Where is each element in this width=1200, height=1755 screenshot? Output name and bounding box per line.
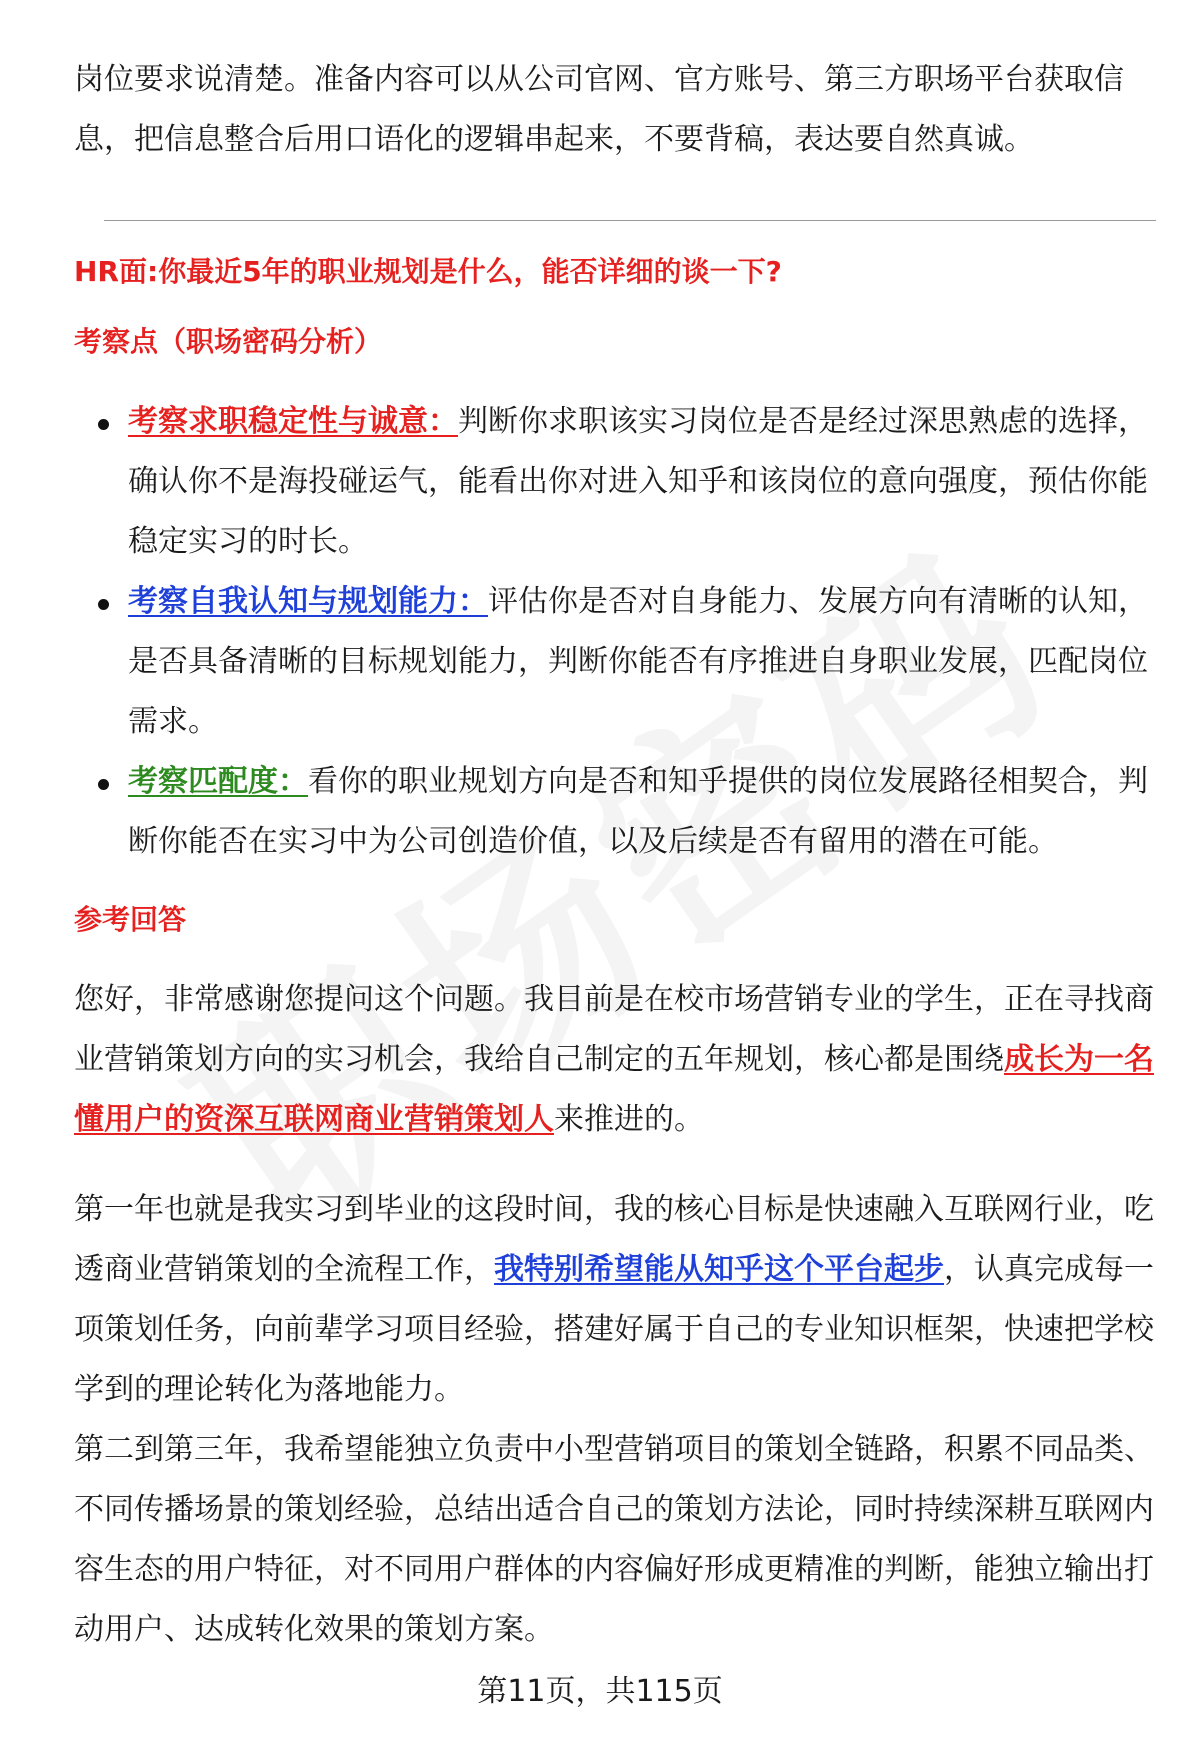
answer-text: 来推进的。 — [554, 1102, 704, 1137]
divider — [104, 220, 1156, 221]
bullet-dot — [98, 599, 109, 610]
intro-text: 岗位要求说清楚。准备内容可以从公司官网、官方账号、第三方职场平台获取信息，把信息整合后用口语化的逻辑串起来，不要背稿，表达要自然真诚。 — [74, 62, 1124, 157]
bullet-label: 考察自我认知与规划能力： — [128, 584, 488, 619]
question-title: HR面:你最近5年的职业规划是什么，能否详细的谈一下? — [74, 255, 782, 288]
bullet-item-self-awareness — [128, 572, 1158, 752]
answer-paragraph-3 — [74, 1420, 1154, 1660]
intro-paragraph — [74, 50, 1154, 170]
bullet-dot — [98, 779, 109, 790]
answer-text: 第一年也就是我实习到毕业的这段时间，我的核心目标是快速融入互联网行业，吃透商业营销策划的全流程工作， — [74, 1192, 1154, 1287]
answer-paragraph-2 — [74, 1180, 1154, 1420]
bullet-dot — [98, 419, 109, 430]
answer-text: 第二到第三年，我希望能独立负责中小型营销项目的策划全链路，积累不同品类、不同传播场景的策划经验，总结出适合自己的策划方法论，同时持续深耕互联网内容生态的用户特征，对不同用户群体的内容偏好形成更精准的判断，能独立输出打动用户、达成转化效果的策划方案。 — [74, 1432, 1154, 1647]
bullet-text: 评估你是否对自身能力、发展方向有清晰的认知，是否具备清晰的目标规划能力，判断你能否有序推进自身职业发展，匹配岗位需求。 — [128, 584, 1148, 739]
bullet-item-match — [128, 752, 1158, 872]
section-heading-answer: 参考回答 — [74, 903, 187, 936]
bullet-text: 看你的职业规划方向是否和知乎提供的岗位发展路径相契合，判断你能否在实习中为公司创造价值，以及后续是否有留用的潜在可能。 — [128, 764, 1148, 859]
bullet-text: 判断你求职该实习岗位是否是经过深思熟虑的选择，确认你不是海投碰运气，能看出你对进入知乎和该岗位的意向强度，预估你能稳定实习的时长。 — [128, 404, 1148, 559]
answer-highlight: 成长为一名懂用户的资深互联网商业营销策划人 — [74, 1042, 1154, 1137]
section-heading-points: 考察点（职场密码分析） — [74, 325, 383, 358]
answer-highlight: 我特别希望能从知乎这个平台起步 — [494, 1252, 944, 1287]
answer-text: 您好，非常感谢您提问这个问题。我目前是在校市场营销专业的学生，正在寻找商业营销策划方向的实习机会，我给自己制定的五年规划，核心都是围绕 — [74, 982, 1154, 1077]
bullet-label: 考察匹配度： — [128, 764, 308, 799]
answer-paragraph-1 — [74, 970, 1154, 1150]
bullet-item-stability — [128, 392, 1158, 572]
page-number: 第11页，共115页 — [477, 1674, 723, 1709]
answer-text: ，认真完成每一项策划任务，向前辈学习项目经验，搭建好属于自己的专业知识框架，快速把学校学到的理论转化为落地能力。 — [74, 1252, 1154, 1407]
bullet-label: 考察求职稳定性与诚意： — [128, 404, 458, 439]
